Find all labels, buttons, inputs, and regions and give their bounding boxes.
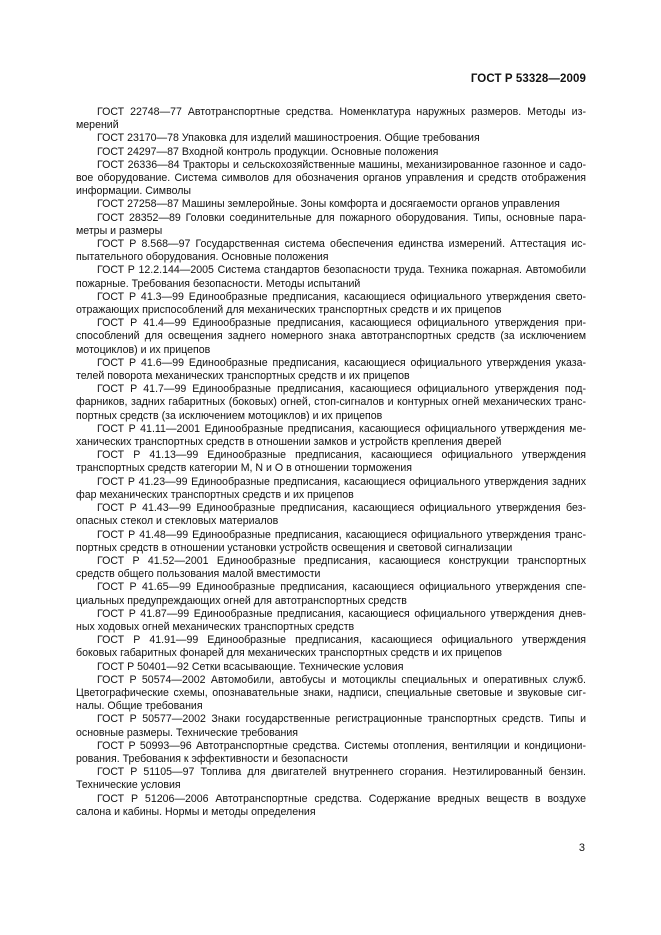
document-header: ГОСТ Р 53328—2009 <box>470 73 586 85</box>
reference-entry: ГОСТ 22748—77 Автотранспортные средства. Номенклатура наружных размеров. Методы измерений <box>76 106 586 132</box>
reference-entry: ГОСТ Р 41.6—99 Единообразные предписания, касающиеся официального утверждения указателей поворота механических транспортных средств и их прицепов <box>76 356 586 383</box>
reference-entry: ГОСТ Р 41.11—2001 Единообразные предписания, касающиеся официального утверждения механических транспортных средств в отношении замков и устройств крепления дверей <box>76 422 586 449</box>
reference-entry: ГОСТ Р 41.48—99 Единообразные предписания, касающиеся официального утверждения транспортных средств в отношении установки устройств освещения и световой сигнализации <box>76 528 586 554</box>
reference-entry: ГОСТ Р 41.91—99 Единообразные предписания, касающиеся официального утверждения боковых габаритных фонарей для механических транспортных средств и их прицепов <box>76 634 586 660</box>
reference-entry: ГОСТ Р 51105—97 Топлива для двигателей внутреннего сгорания. Неэтилированный бензин. Технические условия <box>76 766 586 792</box>
reference-entry: ГОСТ Р 41.3—99 Единообразные предписания, касающиеся официального утверждения светоотражающих приспособлений для механических транспортных средств и их прицепов <box>76 290 586 317</box>
reference-entry: ГОСТ Р 8.568—97 Государственная система обеспечения единства измерений. Аттестация испытательного оборудования. Основные положения <box>76 238 586 264</box>
reference-entry: ГОСТ Р 50574—2002 Автомобили, автобусы и мотоциклы специальных и оперативных служб. Цветографические схемы, опознавательные знаки, надписи, специальные световые и звуковые сигналы. Общие требования <box>76 673 586 713</box>
references-list <box>76 106 586 819</box>
reference-entry: ГОСТ 24297—87 Входной контроль продукции. Основные положения <box>97 145 439 158</box>
reference-entry: ГОСТ Р 41.7—99 Единообразные предписания, касающиеся официального утверждения подфарников, задних габаритных (боковых) огней, стоп-сигналов и контурных огней механических транспортных средств (за исключением мотоциклов) и их прицепов <box>76 383 586 422</box>
reference-entry: ГОСТ Р 12.2.144—2005 Система стандартов безопасности труда. Техника пожарная. Автомобили пожарные. Требования безопасности. Методы испытаний <box>76 264 586 290</box>
reference-entry: ГОСТ Р 41.65—99 Единообразные предписания, касающиеся официального утверждения специальных предупреждающих огней для автотранспортных средств <box>76 581 586 607</box>
reference-entry: ГОСТ Р 41.23—99 Единообразные предписания, касающиеся официального утверждения задних фар механических транспортных средств и их прицепов <box>76 475 586 501</box>
reference-entry: ГОСТ Р 41.52—2001 Единообразные предписания, касающиеся конструкции транспортных средств общего пользования малой вместимости <box>76 554 586 581</box>
reference-entry: ГОСТ Р 51206—2006 Автотранспортные средства. Содержание вредных веществ в воздухе салона и кабины. Нормы и методы определения <box>76 792 586 818</box>
reference-entry: ГОСТ Р 50401—92 Сетки всасывающие. Технические условия <box>97 660 404 673</box>
reference-entry: ГОСТ Р 41.4—99 Единообразные предписания, касающиеся официального утверждения приспособлений для освещения заднего номерного знака автотранспортных средств (за исключением мотоциклов) и их прицепов <box>76 317 586 356</box>
page-number: 3 <box>578 842 585 854</box>
reference-entry: ГОСТ 27258—87 Машины землеройные. Зоны комфорта и досягаемости органов управления <box>97 198 560 211</box>
reference-entry: ГОСТ Р 41.43—99 Единообразные предписания, касающиеся официального утверждения безопасных стекол и стекловых материалов <box>76 502 586 528</box>
reference-entry: ГОСТ Р 50577—2002 Знаки государственные регистрационные транспортных средств. Типы и основные размеры. Технические требования <box>76 713 586 739</box>
reference-entry: ГОСТ 26336—84 Тракторы и сельскохозяйственные машины, механизированное газонное и садовое оборудование. Система символов для обозначения органов управления и средств отображения информации. Символы <box>76 158 586 198</box>
reference-entry: ГОСТ Р 41.13—99 Единообразные предписания, касающиеся официального утверждения транспортных средств категории М, N и О в отношении торможения <box>76 449 586 475</box>
reference-entry: ГОСТ Р 41.87—99 Единообразные предписания, касающиеся официального утверждения дневных ходовых огней механических транспортных средств <box>76 607 586 633</box>
reference-entry: ГОСТ 23170—78 Упаковка для изделий машиностроения. Общие требования <box>97 132 480 145</box>
reference-entry: ГОСТ Р 50993—96 Автотранспортные средства. Системы отопления, вентиляции и кондиционирования. Требования к эффективности и безопасности <box>76 739 586 765</box>
reference-entry: ГОСТ 28352—89 Головки соединительные для пожарного оборудования. Типы, основные параметры и размеры <box>76 211 586 237</box>
